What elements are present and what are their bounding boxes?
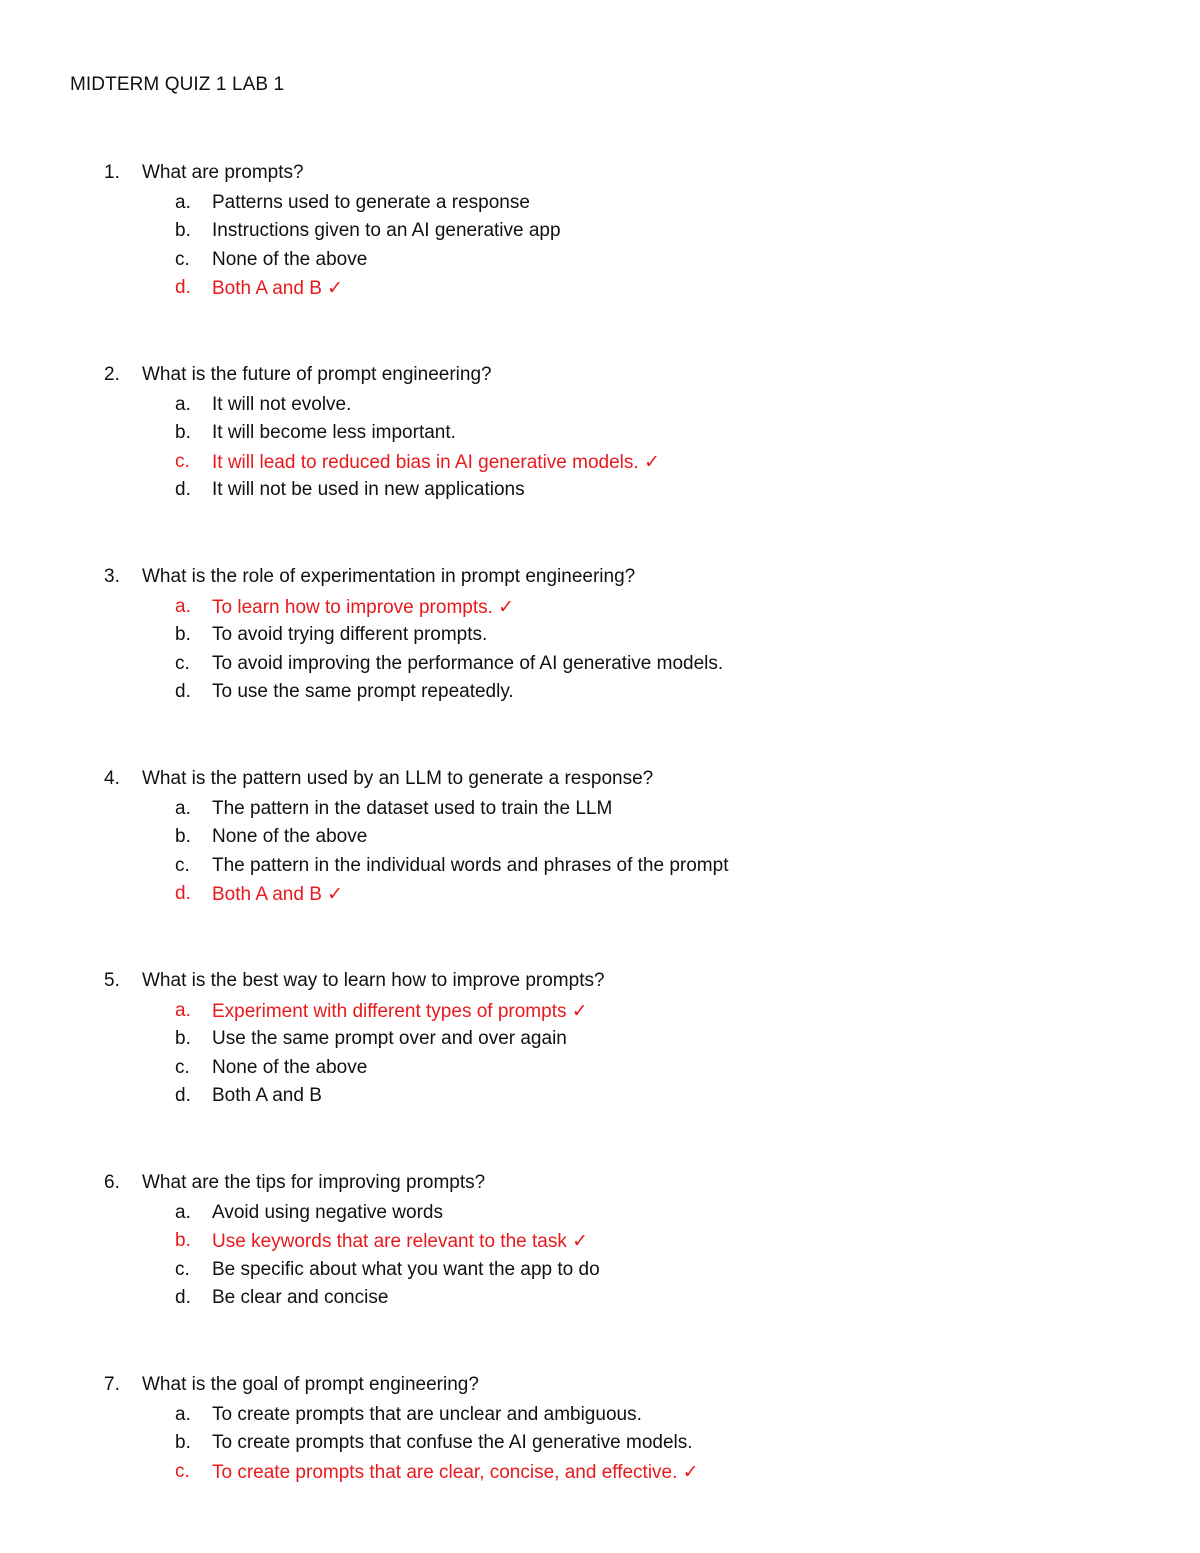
- option-text: To avoid trying different prompts.: [212, 624, 488, 646]
- option-letter: d.: [175, 276, 191, 298]
- option-letter: a.: [175, 192, 191, 213]
- option-letter: c.: [175, 1056, 190, 1078]
- option-c: [0, 653, 1200, 681]
- option-text: Use the same prompt over and over again: [212, 1028, 567, 1050]
- option-text: To create prompts that are clear, concise, and effective. ✓: [212, 1461, 699, 1483]
- question-number: 3.: [104, 566, 120, 587]
- option-c: [0, 855, 1200, 883]
- option-letter: d.: [175, 882, 191, 904]
- option-letter: c.: [175, 1258, 190, 1280]
- question-line: [0, 970, 1200, 1000]
- option-list: [0, 1202, 1200, 1315]
- option-text: Patterns used to generate a response: [212, 192, 530, 213]
- document-title: MIDTERM QUIZ 1 LAB 1: [70, 74, 285, 95]
- option-list: [0, 1404, 1200, 1489]
- question-line: [0, 768, 1200, 798]
- option-a: [0, 394, 1200, 422]
- option-letter: d.: [175, 1084, 191, 1106]
- option-text: To use the same prompt repeatedly.: [212, 680, 514, 702]
- option-c-correct: [0, 451, 1200, 479]
- option-b: [0, 624, 1200, 652]
- option-letter: a.: [175, 394, 191, 415]
- question-number: 5.: [104, 970, 120, 991]
- option-text: Experiment with different types of prompts ✓: [212, 1001, 588, 1022]
- option-a-correct: [0, 1000, 1200, 1028]
- option-letter: c.: [175, 854, 190, 876]
- question-5: [0, 970, 1200, 1113]
- question-3: [0, 566, 1200, 709]
- option-text: Both A and B ✓: [212, 277, 344, 299]
- option-a: [0, 798, 1200, 826]
- option-letter: b.: [175, 220, 191, 242]
- question-7: [0, 1374, 1200, 1489]
- question-number: 6.: [104, 1172, 120, 1193]
- option-text: It will lead to reduced bias in AI generative models. ✓: [212, 451, 660, 473]
- option-text: Use keywords that are relevant to the task ✓: [212, 1231, 589, 1253]
- question-line: [0, 364, 1200, 394]
- option-text: None of the above: [212, 1056, 368, 1078]
- option-text: Be specific about what you want the app to do: [212, 1258, 600, 1280]
- option-text: To create prompts that confuse the AI generative models.: [212, 1432, 693, 1454]
- option-letter: b.: [175, 1230, 191, 1252]
- question-text: What is the future of prompt engineering?: [142, 364, 492, 385]
- option-b: [0, 422, 1200, 450]
- option-list: [0, 596, 1200, 709]
- option-text: Avoid using negative words: [212, 1202, 443, 1223]
- option-letter: a.: [175, 798, 191, 819]
- option-text: Instructions given to an AI generative app: [212, 220, 561, 242]
- option-letter: a.: [175, 1202, 191, 1223]
- question-number: 1.: [104, 162, 120, 183]
- option-text: It will not be used in new applications: [212, 478, 525, 500]
- question-text: What is the goal of prompt engineering?: [142, 1374, 479, 1395]
- option-letter: c.: [175, 1460, 190, 1482]
- option-text: The pattern in the dataset used to train the LLM: [212, 798, 613, 819]
- question-line: [0, 1172, 1200, 1202]
- option-a: [0, 1202, 1200, 1230]
- question-text: What is the role of experimentation in prompt engineering?: [142, 566, 636, 587]
- option-b: [0, 1028, 1200, 1056]
- option-text: None of the above: [212, 248, 368, 270]
- option-text: Be clear and concise: [212, 1286, 389, 1308]
- option-d: [0, 1085, 1200, 1113]
- option-d-correct: [0, 277, 1200, 305]
- option-c-correct: [0, 1461, 1200, 1489]
- option-text: To create prompts that are unclear and ambiguous.: [212, 1404, 642, 1425]
- question-text: What are the tips for improving prompts?: [142, 1172, 486, 1193]
- option-text: The pattern in the individual words and phrases of the prompt: [212, 854, 729, 876]
- option-list: [0, 394, 1200, 507]
- option-letter: c.: [175, 450, 190, 472]
- option-text: It will not evolve.: [212, 394, 352, 415]
- question-6: [0, 1172, 1200, 1315]
- option-text: Both A and B ✓: [212, 883, 344, 905]
- option-letter: b.: [175, 422, 191, 444]
- option-b: [0, 220, 1200, 248]
- option-text: To avoid improving the performance of AI generative models.: [212, 652, 724, 674]
- option-list: [0, 1000, 1200, 1113]
- question-1: [0, 162, 1200, 305]
- question-text: What is the best way to learn how to improve prompts?: [142, 970, 605, 991]
- option-d: [0, 1287, 1200, 1315]
- question-line: [0, 162, 1200, 192]
- option-letter: c.: [175, 248, 190, 270]
- option-list: [0, 798, 1200, 911]
- question-2: [0, 364, 1200, 507]
- question-4: [0, 768, 1200, 911]
- option-a-correct: [0, 596, 1200, 624]
- option-letter: b.: [175, 826, 191, 848]
- option-b-correct: [0, 1230, 1200, 1258]
- question-number: 4.: [104, 768, 120, 789]
- option-text: None of the above: [212, 826, 368, 848]
- option-d: [0, 479, 1200, 507]
- question-line: [0, 1374, 1200, 1404]
- option-b: [0, 826, 1200, 854]
- option-letter: c.: [175, 652, 190, 674]
- option-letter: b.: [175, 1432, 191, 1454]
- option-c: [0, 1057, 1200, 1085]
- option-letter: d.: [175, 478, 191, 500]
- option-d: [0, 681, 1200, 709]
- option-b: [0, 1432, 1200, 1460]
- option-c: [0, 1259, 1200, 1287]
- question-text: What are prompts?: [142, 162, 304, 183]
- option-a: [0, 192, 1200, 220]
- question-text: What is the pattern used by an LLM to generate a response?: [142, 768, 654, 789]
- option-list: [0, 192, 1200, 305]
- option-text: It will become less important.: [212, 422, 456, 444]
- option-text: Both A and B: [212, 1084, 322, 1106]
- question-number: 7.: [104, 1374, 120, 1395]
- option-text: To learn how to improve prompts. ✓: [212, 597, 515, 618]
- option-a: [0, 1404, 1200, 1432]
- question-line: [0, 566, 1200, 596]
- option-letter: a.: [175, 596, 191, 617]
- question-number: 2.: [104, 364, 120, 385]
- option-letter: b.: [175, 624, 191, 646]
- option-letter: d.: [175, 1286, 191, 1308]
- option-letter: a.: [175, 1404, 191, 1425]
- option-letter: a.: [175, 1000, 191, 1021]
- option-letter: b.: [175, 1028, 191, 1050]
- option-d-correct: [0, 883, 1200, 911]
- option-c: [0, 249, 1200, 277]
- option-letter: d.: [175, 680, 191, 702]
